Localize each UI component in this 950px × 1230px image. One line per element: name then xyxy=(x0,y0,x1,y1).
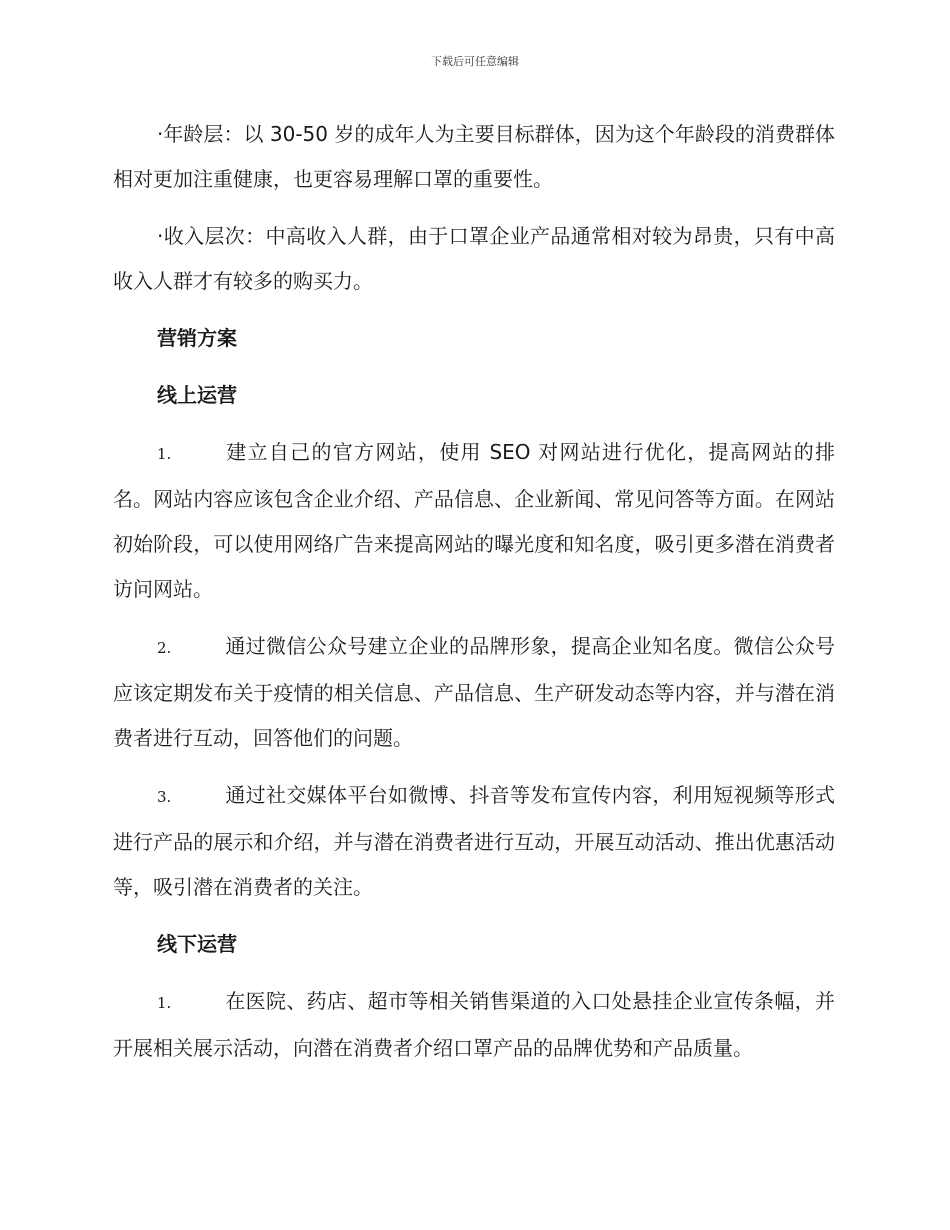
page-header-note: 下载后可任意编辑 xyxy=(431,55,519,68)
list-item-text: 通过社交媒体平台如微博、抖音等发布宣传内容，利用短视频等形式进行产品的展示和介绍，并与潜在消费者进行互动，开展互动活动、推出优惠活动等，吸引潜在消费者的关注。 xyxy=(113,783,835,899)
list-item-text: 在医院、药店、超市等相关销售渠道的入口处悬挂企业宣传条幅，并开展相关展示活动，向潜在消费者介绍口罩产品的品牌优势和产品质量。 xyxy=(113,989,835,1060)
list-item-number: 3. xyxy=(157,788,172,806)
paragraph-income-level: ·收入层次：中高收入人群，由于口罩企业产品通常相对较为昂贵，只有中高收入人群才有较多的购买力。 xyxy=(113,224,835,293)
heading-marketing-plan: 营销方案 xyxy=(157,326,237,350)
heading-offline-operations: 线下运营 xyxy=(157,932,237,956)
document-body xyxy=(113,112,835,1083)
list-item-number: 1. xyxy=(157,445,172,463)
list-item-text: 通过微信公众号建立企业的品牌形象，提高企业知名度。微信公众号应该定期发布关于疫情的相关信息、产品信息、生产研发动态等内容，并与潜在消费者进行互动，回答他们的问题。 xyxy=(113,634,835,750)
list-item xyxy=(113,430,835,612)
list-item xyxy=(113,773,835,910)
list-item xyxy=(113,979,835,1071)
list-item xyxy=(113,624,835,761)
list-item-number: 2. xyxy=(157,639,172,657)
paragraph-age-group: ·年龄层：以 30-50 岁的成年人为主要目标群体，因为这个年龄段的消费群体相对更加注重健康，也更容易理解口罩的重要性。 xyxy=(113,122,835,191)
heading-online-operations: 线上运营 xyxy=(157,383,237,407)
list-item-text: 建立自己的官方网站，使用 SEO 对网站进行优化，提高网站的排名。网站内容应该包含企业介绍、产品信息、企业新闻、常见问答等方面。在网站初始阶段，可以使用网络广告来提高网站的曝光度和知名度，吸引更多潜在消费者访问网站。 xyxy=(113,440,835,601)
list-item-number: 1. xyxy=(157,994,172,1012)
